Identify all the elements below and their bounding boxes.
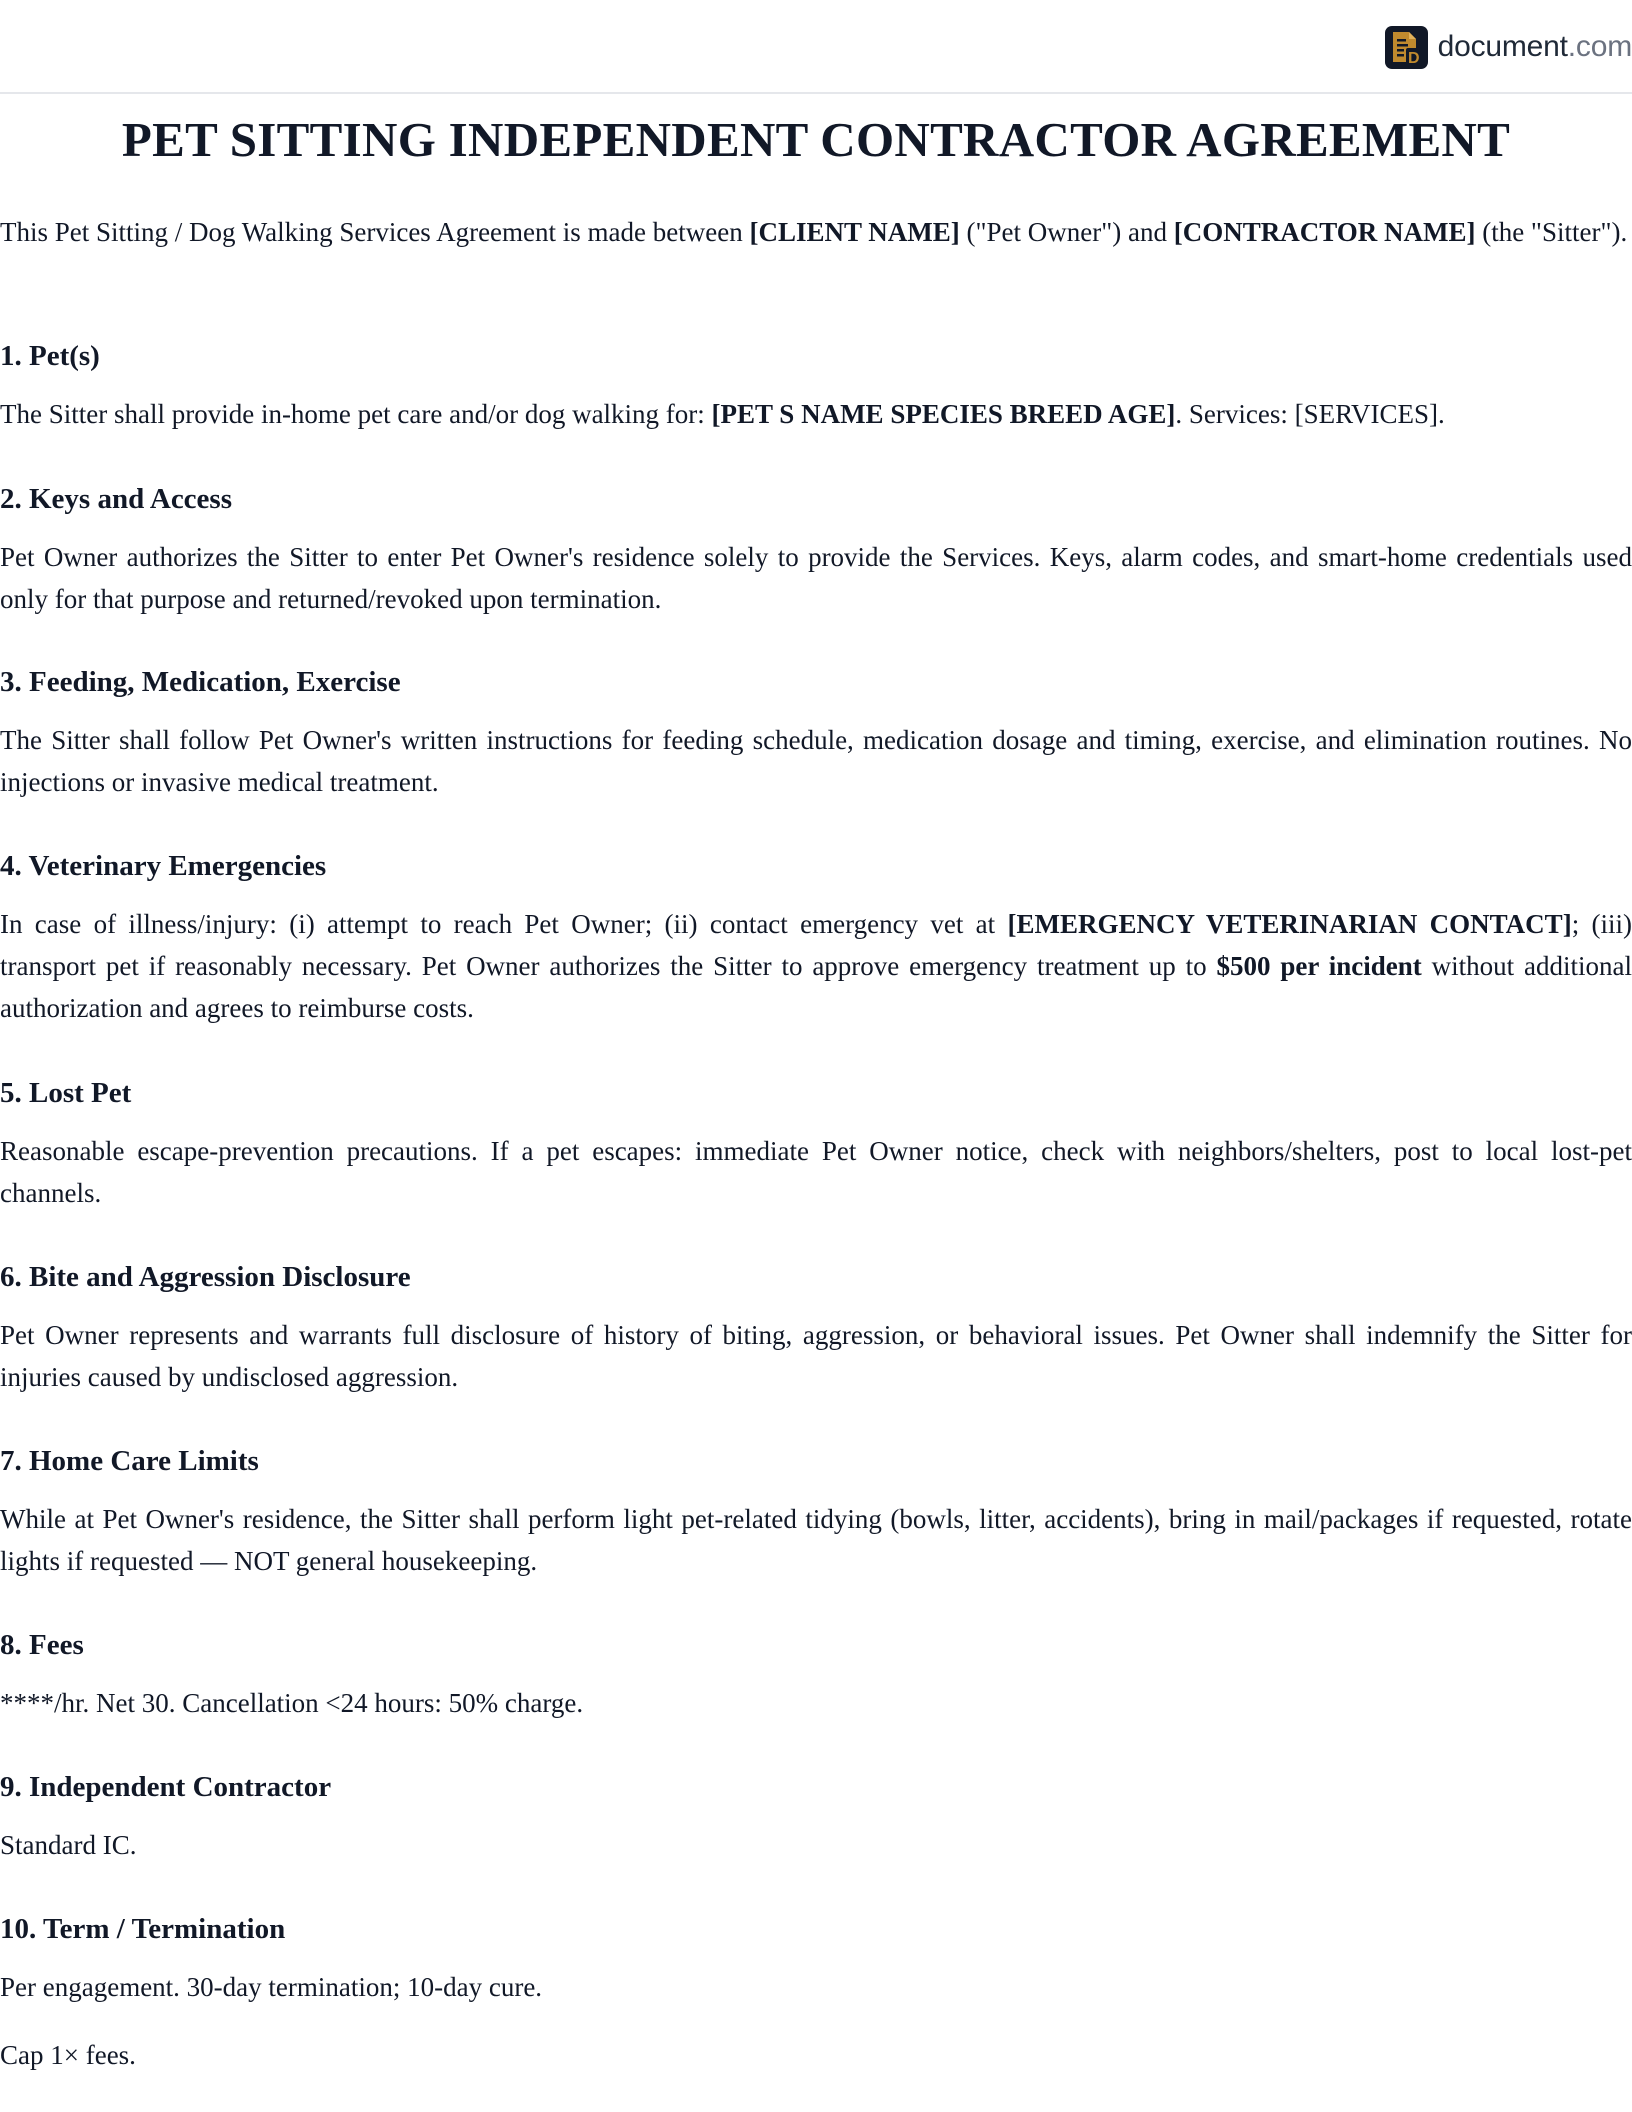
section-heading: 5. Lost Pet	[0, 1077, 132, 1109]
section-heading: 4. Veterinary Emergencies	[0, 850, 327, 882]
section-body: Pet Owner represents and warrants full disclosure of history of biting, aggression, or behavioral issues. Pet Owner shall indemnify the Sitter for injuries caused by undisclosed aggression.	[0, 1320, 1632, 1392]
section-body: While at Pet Owner's residence, the Sitter shall perform light pet-related tidying (bowls, litter, accidents), bring in mail/packages if requested, rotate lights if requested — NOT general housekeeping.	[0, 1504, 1632, 1576]
section-home-care	[0, 1441, 1632, 1582]
emergency-limit: $500 per incident	[1216, 951, 1422, 981]
intro-paragraph: This Pet Sitting / Dog Walking Services Agreement is made between [CLIENT NAME] ("Pet Owner") and [CONTRACTOR NAME] (the "Sitter").	[0, 217, 1628, 247]
section-veterinary: 4. Veterinary Emergencies In case of illness/injury: (i) attempt to reach Pet Owner; (ii) contact emergency vet at [EMERGENCY VETERINARIAN CONTACT]; (iii) transport pet if reasonably necessary. Pet Owner authorizes the Sitter to approve emergency treatment up to $500 per incident without additional authorization and agrees to reimburse costs.	[0, 846, 1632, 1029]
section-heading: 9. Independent Contractor	[0, 1771, 332, 1803]
pet-details-placeholder: [PET S NAME SPECIES BREED AGE]	[711, 399, 1176, 429]
section-heading: 10. Term / Termination	[0, 1913, 286, 1945]
document-title: PET SITTING INDEPENDENT CONTRACTOR AGREEMENT	[121, 112, 1511, 167]
brand[interactable]	[1385, 25, 1632, 69]
section-pets: 1. Pet(s) The Sitter shall provide in-home pet care and/or dog walking for: [PET S NAME SPECIES BREED AGE]. Services: [SERVICES].	[0, 336, 1632, 435]
section-body: Reasonable escape-prevention precautions. If a pet escapes: immediate Pet Owner notice, check with neighbors/shelters, post to local lost-pet channels.	[0, 1136, 1632, 1208]
emergency-vet-placeholder: [EMERGENCY VETERINARIAN CONTACT]	[1007, 909, 1572, 939]
section-heading: 6. Bite and Aggression Disclosure	[0, 1261, 411, 1293]
section-independent-contractor	[0, 1767, 1632, 1866]
section-fees	[0, 1625, 1632, 1724]
section-body: The Sitter shall follow Pet Owner's written instructions for feeding schedule, medication dosage and timing, exercise, and elimination routines. No injections or invasive medical treatment.	[0, 725, 1632, 797]
section-extra: Cap 1× fees.	[0, 2040, 136, 2070]
section-heading: 1. Pet(s)	[0, 340, 100, 372]
contractor-name-placeholder: [CONTRACTOR NAME]	[1173, 217, 1476, 247]
section-body: ****/hr. Net 30. Cancellation <24 hours: 50% charge.	[0, 1688, 584, 1718]
section-body: Standard IC.	[0, 1830, 137, 1860]
section-heading: 2. Keys and Access	[0, 483, 232, 515]
section-bite-disclosure	[0, 1257, 1632, 1398]
section-term	[0, 1909, 1632, 2076]
section-feeding	[0, 662, 1632, 803]
section-body: Pet Owner authorizes the Sitter to enter Pet Owner's residence solely to provide the Services. Keys, alarm codes, and smart-home credentials used only for that purpose and returned/revoked upon termination.	[0, 542, 1632, 614]
section-keys-access	[0, 479, 1632, 620]
section-heading: 8. Fees	[0, 1629, 84, 1661]
document-logo-icon	[1385, 26, 1428, 69]
section-body: Per engagement. 30-day termination; 10-day cure.	[0, 1972, 543, 2002]
section-heading: 3. Feeding, Medication, Exercise	[0, 666, 401, 698]
svg-text:D: D	[1407, 49, 1420, 67]
top-bar	[0, 0, 1632, 94]
client-name-placeholder: [CLIENT NAME]	[749, 217, 960, 247]
section-lost-pet	[0, 1073, 1632, 1214]
section-heading: 7. Home Care Limits	[0, 1445, 259, 1477]
brand-name: document.com	[1437, 30, 1632, 63]
